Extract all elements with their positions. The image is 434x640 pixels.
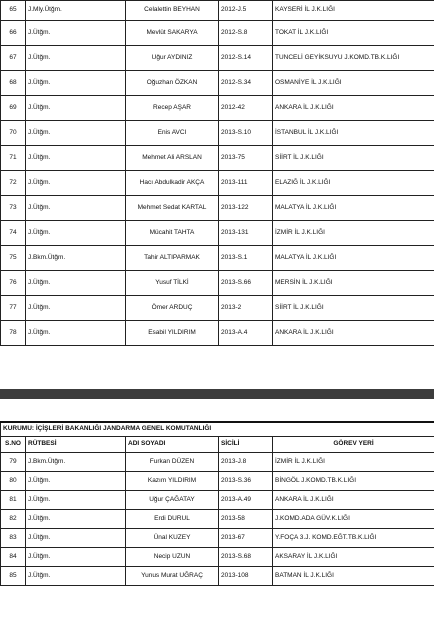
row-sicil: 2013-S.10 xyxy=(219,121,273,146)
row-sno: 82 xyxy=(1,510,26,529)
row-sno: 81 xyxy=(1,491,26,510)
row-name: Ömer ARDUÇ xyxy=(126,296,219,321)
row-gorev: İSTANBUL İL J.K.LIĞI xyxy=(273,121,434,146)
row-sno: 68 xyxy=(1,71,26,96)
header-gorev: GÖREV YERİ xyxy=(273,437,434,453)
row-name: Necip UZUN xyxy=(126,548,219,567)
row-name: Mehmet Ali ARSLAN xyxy=(126,146,219,171)
table-row xyxy=(1,96,434,121)
row-sicil: 2013-75 xyxy=(219,146,273,171)
table-header-row xyxy=(1,437,434,453)
row-rank: J.Ütğm. xyxy=(26,21,126,46)
header-sicil: SİCİLİ xyxy=(219,437,273,453)
header-rank: RÜTBESİ xyxy=(26,437,126,453)
row-name: Enis AVCI xyxy=(126,121,219,146)
row-rank: J.Ütğm. xyxy=(26,171,126,196)
row-gorev: J.KOMD.ADA GÜV.K.LIĞI xyxy=(273,510,434,529)
row-sno: 75 xyxy=(1,246,26,271)
row-name: Erdi DURUL xyxy=(126,510,219,529)
row-sno: 72 xyxy=(1,171,26,196)
row-sicil: 2013-A.49 xyxy=(219,491,273,510)
row-gorev: TOKAT İL J.K.LIĞI xyxy=(273,21,434,46)
row-rank: J.Ütğm. xyxy=(26,296,126,321)
table-row xyxy=(1,321,434,346)
row-sicil: 2013-122 xyxy=(219,196,273,221)
table-row xyxy=(1,472,434,491)
row-sicil: 2012-S.14 xyxy=(219,46,273,71)
row-sicil: 2013-67 xyxy=(219,529,273,548)
row-gorev: MALATYA İL J.K.LIĞI xyxy=(273,246,434,271)
row-gorev: MALATYA İL J.K.LIĞI xyxy=(273,196,434,221)
row-sicil: 2012-S.8 xyxy=(219,21,273,46)
page-separator xyxy=(0,385,434,421)
row-name: Oğuzhan ÖZKAN xyxy=(126,71,219,96)
table-row xyxy=(1,567,434,586)
row-sno: 80 xyxy=(1,472,26,491)
row-name: Uğur ÇAĞATAY xyxy=(126,491,219,510)
row-name: Esabil YILDIRIM xyxy=(126,321,219,346)
row-sicil: 2013-S.1 xyxy=(219,246,273,271)
row-name: Ünal KUZEY xyxy=(126,529,219,548)
row-gorev: BİNGÖL J.KOMD.TB.K.LIĞI xyxy=(273,472,434,491)
row-rank: J.Ütğm. xyxy=(26,472,126,491)
row-rank: J.Bkm.Ütğm. xyxy=(26,453,126,472)
row-sno: 77 xyxy=(1,296,26,321)
row-rank: J.Ütğm. xyxy=(26,529,126,548)
row-sicil: 2013-S.68 xyxy=(219,548,273,567)
row-rank: J.Ütğm. xyxy=(26,46,126,71)
header-name: ADI SOYADI xyxy=(126,437,219,453)
row-gorev: İZMİR İL J.K.LIĞI xyxy=(273,453,434,472)
row-name: Mevlüt SAKARYA xyxy=(126,21,219,46)
table-row xyxy=(1,21,434,46)
row-gorev: OSMANİYE İL J.K.LIĞI xyxy=(273,71,434,96)
row-name: Mücahit TAHTA xyxy=(126,221,219,246)
row-gorev: İZMİR İL J.K.LIĞI xyxy=(273,221,434,246)
row-sicil: 2013-J.8 xyxy=(219,453,273,472)
table-row xyxy=(1,491,434,510)
table-row xyxy=(1,196,434,221)
row-sno: 76 xyxy=(1,271,26,296)
row-rank: J.Ütğm. xyxy=(26,321,126,346)
row-gorev: TUNCELİ GEYİKSUYU J.KOMD.TB.K.LIĞI xyxy=(273,46,434,71)
row-sno: 70 xyxy=(1,121,26,146)
row-name: Mehmet Sedat KARTAL xyxy=(126,196,219,221)
table-row xyxy=(1,71,434,96)
row-rank: J.Mly.Ütğm. xyxy=(26,1,126,21)
row-sno: 73 xyxy=(1,196,26,221)
row-rank: J.Bkm.Ütğm. xyxy=(26,246,126,271)
row-sno: 74 xyxy=(1,221,26,246)
row-sno: 67 xyxy=(1,46,26,71)
row-gorev: BATMAN İL J.K.LIĞI xyxy=(273,567,434,586)
row-sno: 78 xyxy=(1,321,26,346)
row-rank: J.Ütğm. xyxy=(26,510,126,529)
header-sno: S.NO xyxy=(1,437,26,453)
row-gorev: Y.FOÇA 3.J. KOMD.EĞT.TB.K.LIĞI xyxy=(273,529,434,548)
row-sicil: 2013-108 xyxy=(219,567,273,586)
row-gorev: ANKARA İL J.K.LIĞI xyxy=(273,491,434,510)
row-rank: J.Ütğm. xyxy=(26,271,126,296)
table-row xyxy=(1,171,434,196)
row-sno: 79 xyxy=(1,453,26,472)
institution-title: KURUMU: İÇİŞLERİ BAKANLIĞI JANDARMA GENEL KOMUTANLIĞI xyxy=(1,422,434,437)
table-row xyxy=(1,121,434,146)
institution-row xyxy=(1,422,434,437)
table-row xyxy=(1,296,434,321)
row-sicil: 2013-S.66 xyxy=(219,271,273,296)
row-name: Yusuf TİLKİ xyxy=(126,271,219,296)
row-sno: 84 xyxy=(1,548,26,567)
row-gorev: SİİRT İL J.K.LIĞI xyxy=(273,296,434,321)
row-name: Uğur AYDINIZ xyxy=(126,46,219,71)
table-row xyxy=(1,548,434,567)
table-row xyxy=(1,271,434,296)
page-separator-bar xyxy=(0,389,434,399)
row-gorev: ANKARA İL J.K.LIĞI xyxy=(273,321,434,346)
row-sno: 69 xyxy=(1,96,26,121)
row-sno: 71 xyxy=(1,146,26,171)
row-name: Tahir ALTIPARMAK xyxy=(126,246,219,271)
table-row xyxy=(1,46,434,71)
document-page-2 xyxy=(0,421,434,640)
row-name: Furkan DÜZEN xyxy=(126,453,219,472)
row-sicil: 2013-111 xyxy=(219,171,273,196)
row-sicil: 2013-58 xyxy=(219,510,273,529)
row-rank: J.Ütğm. xyxy=(26,71,126,96)
table-row xyxy=(1,1,434,21)
row-gorev: MERSİN İL J.K.LIĞI xyxy=(273,271,434,296)
table-row xyxy=(1,221,434,246)
row-sicil: 2012-S.34 xyxy=(219,71,273,96)
table-row xyxy=(1,246,434,271)
personnel-table-2 xyxy=(0,421,434,586)
row-rank: J.Ütğm. xyxy=(26,491,126,510)
row-sno: 66 xyxy=(1,21,26,46)
row-rank: J.Ütğm. xyxy=(26,567,126,586)
row-name: Recep AŞAR xyxy=(126,96,219,121)
row-gorev: SİİRT İL J.K.LIĞI xyxy=(273,146,434,171)
row-rank: J.Ütğm. xyxy=(26,548,126,567)
row-rank: J.Ütğm. xyxy=(26,146,126,171)
row-name: Kazım YILDIRIM xyxy=(126,472,219,491)
row-rank: J.Ütğm. xyxy=(26,221,126,246)
row-rank: J.Ütğm. xyxy=(26,121,126,146)
row-name: Celalettin BEYHAN xyxy=(126,1,219,21)
row-sicil: 2012-42 xyxy=(219,96,273,121)
row-rank: J.Ütğm. xyxy=(26,196,126,221)
row-gorev: KAYSERİ İL J.K.LIĞI xyxy=(273,1,434,21)
row-sicil: 2013-131 xyxy=(219,221,273,246)
row-gorev: ANKARA İL J.K.LIĞI xyxy=(273,96,434,121)
table-row xyxy=(1,510,434,529)
row-sno: 85 xyxy=(1,567,26,586)
row-sicil: 2013-S.36 xyxy=(219,472,273,491)
row-sno: 65 xyxy=(1,1,26,21)
row-name: Yunus Murat UĞRAÇ xyxy=(126,567,219,586)
table-row xyxy=(1,146,434,171)
row-gorev: ELAZIĞ İL J.K.LIĞI xyxy=(273,171,434,196)
row-gorev: AKSARAY İL J.K.LIĞI xyxy=(273,548,434,567)
table-row xyxy=(1,453,434,472)
table-row xyxy=(1,529,434,548)
row-sicil: 2013-A.4 xyxy=(219,321,273,346)
row-sicil: 2013-2 xyxy=(219,296,273,321)
row-sicil: 2012-J.5 xyxy=(219,1,273,21)
row-sno: 83 xyxy=(1,529,26,548)
row-name: Hacı Abdulkadir AKÇA xyxy=(126,171,219,196)
row-rank: J.Ütğm. xyxy=(26,96,126,121)
